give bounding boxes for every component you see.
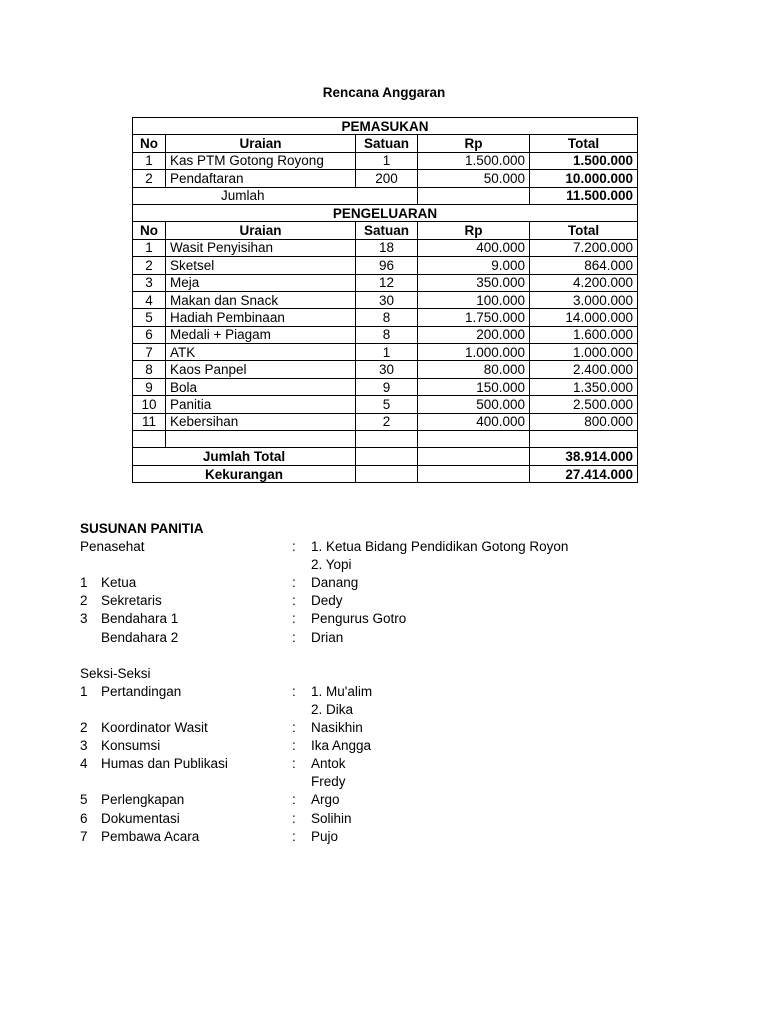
cell-uraian: Hadiah Pembinaan bbox=[166, 309, 356, 326]
cell-uraian: Kebersihan bbox=[166, 413, 356, 430]
cell-total: 1.500.000 bbox=[530, 152, 638, 169]
colon: : bbox=[292, 756, 296, 772]
col-header-rp: Rp bbox=[418, 222, 530, 239]
list-item bbox=[80, 828, 680, 846]
list-item bbox=[80, 592, 680, 610]
item-label: Ketua bbox=[101, 575, 137, 591]
cell-no: 3 bbox=[133, 274, 166, 291]
pemasukan-jumlah-row bbox=[133, 187, 638, 204]
item-label: Dokumentasi bbox=[101, 810, 180, 826]
table-row bbox=[133, 326, 638, 343]
cell-satuan: 8 bbox=[356, 309, 418, 326]
cell-no: 4 bbox=[133, 291, 166, 308]
colon: : bbox=[292, 720, 296, 736]
item-number: 1 bbox=[80, 683, 88, 699]
cell-uraian: Wasit Penyisihan bbox=[166, 239, 356, 256]
table-row bbox=[133, 378, 638, 395]
cell-rp: 350.000 bbox=[418, 274, 530, 291]
empty-cell bbox=[418, 448, 530, 465]
item-value: 2. Dika bbox=[311, 701, 354, 717]
cell-rp: 1.750.000 bbox=[418, 309, 530, 326]
spacer bbox=[80, 647, 680, 665]
table-row bbox=[133, 361, 638, 378]
item-number: 7 bbox=[80, 828, 88, 844]
cell-no: 6 bbox=[133, 326, 166, 343]
jumlah-total-row bbox=[133, 448, 638, 465]
item-value: Pengurus Gotro bbox=[311, 611, 407, 627]
item-label: Konsumsi bbox=[101, 738, 161, 754]
cell-rp: 9.000 bbox=[418, 257, 530, 274]
kekurangan-label: Kekurangan bbox=[133, 465, 356, 482]
penasehat-label: Penasehat bbox=[80, 539, 145, 555]
item-value: Nasikhin bbox=[311, 720, 363, 736]
cell-rp: 80.000 bbox=[418, 361, 530, 378]
empty-cell bbox=[356, 465, 418, 482]
item-value: Danang bbox=[311, 575, 359, 591]
cell-uraian: Kas PTM Gotong Royong bbox=[166, 152, 356, 169]
col-header-uraian: Uraian bbox=[166, 135, 356, 152]
penasehat-value: 2. Yopi bbox=[311, 557, 352, 573]
cell-satuan: 9 bbox=[356, 378, 418, 395]
col-header-rp: Rp bbox=[418, 135, 530, 152]
empty-cell bbox=[356, 448, 418, 465]
list-item bbox=[80, 556, 680, 574]
pengeluaran-heading: PENGELUARAN bbox=[133, 204, 638, 221]
list-item bbox=[80, 665, 680, 683]
cell-uraian: Meja bbox=[166, 274, 356, 291]
list-item bbox=[80, 538, 680, 556]
colon: : bbox=[292, 575, 296, 591]
cell-no: 1 bbox=[133, 152, 166, 169]
colon: : bbox=[292, 593, 296, 609]
cell-total: 800.000 bbox=[530, 413, 638, 430]
cell-satuan: 30 bbox=[356, 291, 418, 308]
jumlah-total-label: Jumlah Total bbox=[133, 448, 356, 465]
cell-total: 4.200.000 bbox=[530, 274, 638, 291]
cell-no: 11 bbox=[133, 413, 166, 430]
kekurangan-row bbox=[133, 465, 638, 482]
budget-table bbox=[132, 117, 638, 483]
cell-uraian: Kaos Panpel bbox=[166, 361, 356, 378]
item-value: Fredy bbox=[311, 774, 346, 790]
table-row bbox=[133, 291, 638, 308]
table-row bbox=[133, 344, 638, 361]
cell-rp: 400.000 bbox=[418, 239, 530, 256]
item-value: Dedy bbox=[311, 593, 343, 609]
jumlah-total-value: 38.914.000 bbox=[530, 448, 638, 465]
seksi-heading: Seksi-Seksi bbox=[80, 665, 151, 681]
item-value: Pujo bbox=[311, 828, 339, 844]
list-item bbox=[80, 574, 680, 592]
cell-no: 10 bbox=[133, 396, 166, 413]
cell-rp: 1.000.000 bbox=[418, 344, 530, 361]
item-number: 4 bbox=[80, 756, 88, 772]
item-number: 2 bbox=[80, 720, 88, 736]
item-label: Koordinator Wasit bbox=[101, 720, 208, 736]
cell-uraian: Pendaftaran bbox=[166, 170, 356, 187]
cell-no: 8 bbox=[133, 361, 166, 378]
item-value: 1. Mu'alim bbox=[311, 683, 373, 699]
list-item bbox=[80, 629, 680, 647]
cell-uraian: Medali + Piagam bbox=[166, 326, 356, 343]
cell-total: 14.000.000 bbox=[530, 309, 638, 326]
penasehat-value: 1. Ketua Bidang Pendidikan Gotong Royon bbox=[311, 539, 569, 555]
item-label: Pertandingan bbox=[101, 683, 182, 699]
cell-no: 5 bbox=[133, 309, 166, 326]
cell-no: 9 bbox=[133, 378, 166, 395]
item-value: Antok bbox=[311, 756, 346, 772]
cell-uraian: ATK bbox=[166, 344, 356, 361]
item-number: 2 bbox=[80, 593, 88, 609]
empty-cell bbox=[530, 431, 638, 448]
colon: : bbox=[292, 738, 296, 754]
empty-cell bbox=[356, 431, 418, 448]
cell-satuan: 200 bbox=[356, 170, 418, 187]
colon: : bbox=[292, 629, 296, 645]
item-value: Argo bbox=[311, 792, 340, 808]
colon: : bbox=[292, 683, 296, 699]
cell-satuan: 12 bbox=[356, 274, 418, 291]
cell-satuan: 96 bbox=[356, 257, 418, 274]
jumlah-total: 11.500.000 bbox=[530, 187, 638, 204]
empty-cell bbox=[418, 187, 530, 204]
col-header-no: No bbox=[133, 222, 166, 239]
kekurangan-value: 27.414.000 bbox=[530, 465, 638, 482]
cell-total: 864.000 bbox=[530, 257, 638, 274]
table-row bbox=[133, 309, 638, 326]
colon: : bbox=[292, 539, 296, 555]
empty-cell bbox=[166, 431, 356, 448]
item-value: Ika Angga bbox=[311, 738, 372, 754]
list-item bbox=[80, 719, 680, 737]
cell-rp: 50.000 bbox=[418, 170, 530, 187]
table-row bbox=[133, 152, 638, 169]
list-item bbox=[80, 773, 680, 791]
cell-satuan: 30 bbox=[356, 361, 418, 378]
panitia-list bbox=[80, 538, 680, 846]
item-value: Solihin bbox=[311, 810, 352, 826]
empty-cell bbox=[418, 465, 530, 482]
list-item bbox=[80, 810, 680, 828]
cell-total: 10.000.000 bbox=[530, 170, 638, 187]
cell-no: 2 bbox=[133, 257, 166, 274]
cell-rp: 500.000 bbox=[418, 396, 530, 413]
cell-satuan: 5 bbox=[356, 396, 418, 413]
cell-rp: 400.000 bbox=[418, 413, 530, 430]
table-row bbox=[133, 170, 638, 187]
item-label: Humas dan Publikasi bbox=[101, 756, 228, 772]
pengeluaran-header-row bbox=[133, 222, 638, 239]
panitia-heading: SUSUNAN PANITIA bbox=[80, 521, 204, 536]
susunan-panitia bbox=[80, 520, 680, 846]
cell-total: 1.600.000 bbox=[530, 326, 638, 343]
cell-total: 1.000.000 bbox=[530, 344, 638, 361]
list-item bbox=[80, 791, 680, 809]
cell-total: 7.200.000 bbox=[530, 239, 638, 256]
item-label: Pembawa Acara bbox=[101, 828, 200, 844]
list-item bbox=[80, 610, 680, 628]
item-number: 6 bbox=[80, 810, 88, 826]
pemasukan-heading: PEMASUKAN bbox=[133, 118, 638, 135]
cell-no: 2 bbox=[133, 170, 166, 187]
cell-uraian: Makan dan Snack bbox=[166, 291, 356, 308]
cell-rp: 1.500.000 bbox=[418, 152, 530, 169]
col-header-total: Total bbox=[530, 222, 638, 239]
table-row bbox=[133, 239, 638, 256]
cell-total: 2.400.000 bbox=[530, 361, 638, 378]
item-number: 3 bbox=[80, 611, 88, 627]
cell-rp: 200.000 bbox=[418, 326, 530, 343]
colon: : bbox=[292, 828, 296, 844]
cell-satuan: 8 bbox=[356, 326, 418, 343]
item-number: 1 bbox=[80, 575, 88, 591]
colon: : bbox=[292, 611, 296, 627]
empty-cell bbox=[418, 431, 530, 448]
col-header-uraian: Uraian bbox=[166, 222, 356, 239]
cell-satuan: 18 bbox=[356, 239, 418, 256]
cell-satuan: 1 bbox=[356, 152, 418, 169]
list-item bbox=[80, 701, 680, 719]
item-label: Bendahara 1 bbox=[101, 611, 179, 627]
item-label: Sekretaris bbox=[101, 593, 162, 609]
cell-satuan: 2 bbox=[356, 413, 418, 430]
item-number: 3 bbox=[80, 738, 88, 754]
cell-uraian: Panitia bbox=[166, 396, 356, 413]
cell-total: 1.350.000 bbox=[530, 378, 638, 395]
empty-cell bbox=[133, 431, 166, 448]
table-row bbox=[133, 274, 638, 291]
cell-rp: 150.000 bbox=[418, 378, 530, 395]
cell-total: 2.500.000 bbox=[530, 396, 638, 413]
table-row bbox=[133, 396, 638, 413]
cell-satuan: 1 bbox=[356, 344, 418, 361]
cell-total: 3.000.000 bbox=[530, 291, 638, 308]
pemasukan-heading-row bbox=[133, 118, 638, 135]
jumlah-label: Jumlah bbox=[133, 187, 418, 204]
col-header-total: Total bbox=[530, 135, 638, 152]
list-item bbox=[80, 737, 680, 755]
cell-no: 7 bbox=[133, 344, 166, 361]
col-header-no: No bbox=[133, 135, 166, 152]
list-item bbox=[80, 683, 680, 701]
pengeluaran-heading-row bbox=[133, 204, 638, 221]
item-value: Drian bbox=[311, 629, 344, 645]
colon: : bbox=[292, 792, 296, 808]
col-header-satuan: Satuan bbox=[356, 222, 418, 239]
item-label: Perlengkapan bbox=[101, 792, 185, 808]
cell-uraian: Sketsel bbox=[166, 257, 356, 274]
colon: : bbox=[292, 810, 296, 826]
empty-row bbox=[133, 431, 638, 448]
item-number: 5 bbox=[80, 792, 88, 808]
table-row bbox=[133, 413, 638, 430]
cell-uraian: Bola bbox=[166, 378, 356, 395]
table-row bbox=[133, 257, 638, 274]
cell-rp: 100.000 bbox=[418, 291, 530, 308]
col-header-satuan: Satuan bbox=[356, 135, 418, 152]
cell-no: 1 bbox=[133, 239, 166, 256]
list-item bbox=[80, 755, 680, 773]
pemasukan-header-row bbox=[133, 135, 638, 152]
item-label: Bendahara 2 bbox=[101, 629, 179, 645]
page-title: Rencana Anggaran bbox=[322, 85, 446, 100]
